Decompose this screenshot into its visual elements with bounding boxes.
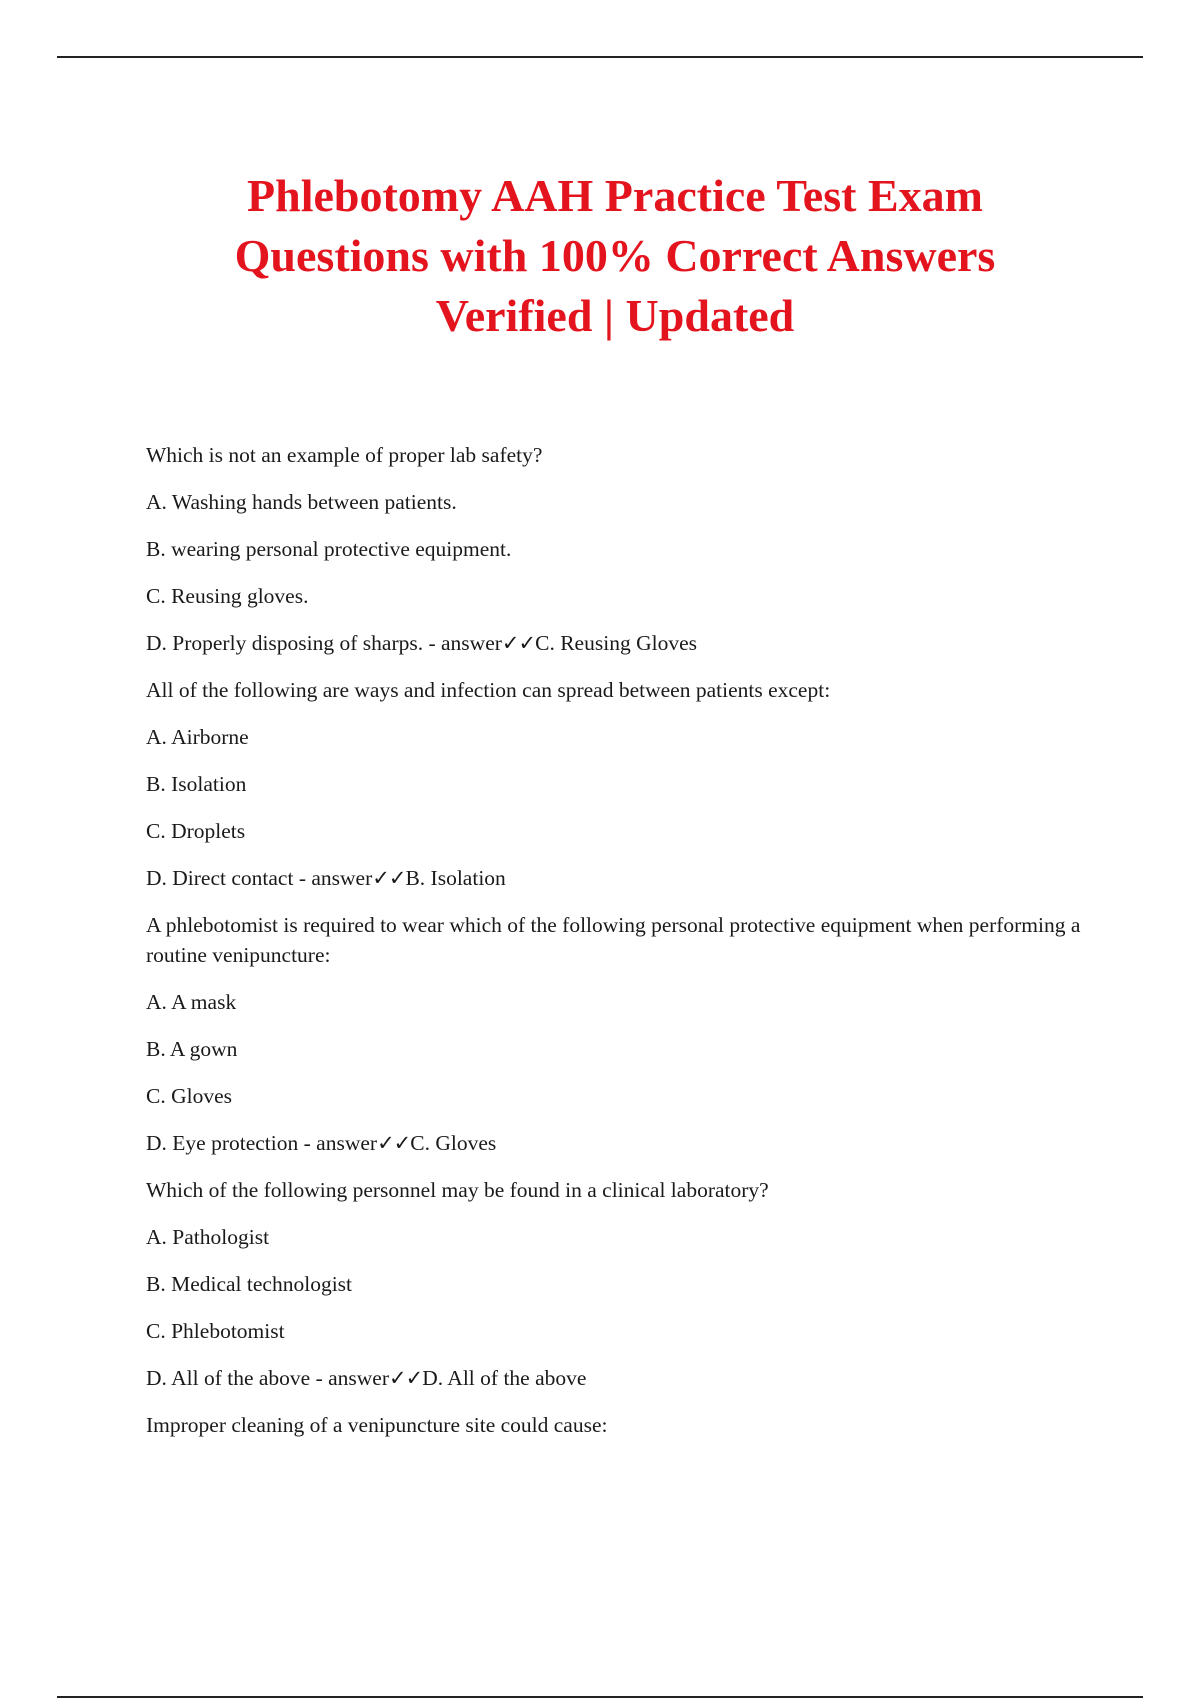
question-list: [146, 440, 1086, 1457]
answer-option: B. A gown: [146, 1037, 238, 1061]
answer-option: B. wearing personal protective equipment.: [146, 537, 512, 561]
question-prompt: Which is not an example of proper lab safety?: [146, 443, 543, 467]
answer-option: A. Washing hands between patients.: [146, 490, 457, 514]
answer-marker: - answer: [428, 631, 502, 655]
answer-option-with-key: [146, 863, 1086, 910]
correct-answer: B. Isolation: [405, 866, 506, 890]
document-title: [120, 166, 1110, 346]
title-line-3: Verified | Updated: [435, 290, 795, 341]
answer-option-with-key: [146, 1128, 1086, 1175]
answer-option: D. Eye protection: [146, 1131, 299, 1155]
check-icon: ✓✓: [372, 866, 406, 890]
question-prompt: Improper cleaning of a venipuncture site could cause:: [146, 1413, 608, 1437]
answer-marker: - answer: [298, 866, 373, 890]
answer-option: C. Gloves: [146, 1084, 232, 1108]
check-icon: ✓✓: [377, 1131, 411, 1155]
answer-option-with-key: [146, 628, 1086, 675]
answer-option: C. Reusing gloves.: [146, 584, 309, 608]
answer-option: B. Medical technologist: [146, 1272, 353, 1296]
correct-answer: C. Reusing Gloves: [535, 631, 697, 655]
answer-option-with-key: [146, 1363, 1086, 1410]
answer-option: D. Direct contact: [146, 866, 294, 890]
answer-option: B. Isolation: [146, 772, 247, 796]
answer-option: A. A mask: [146, 990, 237, 1014]
question-prompt: All of the following are ways and infection can spread between patients except:: [146, 678, 831, 702]
answer-marker: - answer: [303, 1131, 378, 1155]
answer-option: D. Properly disposing of sharps.: [146, 631, 424, 655]
answer-option: C. Droplets: [146, 819, 246, 843]
answer-option: A. Airborne: [146, 725, 249, 749]
answer-option: C. Phlebotomist: [146, 1319, 285, 1343]
question-prompt: Which of the following personnel may be found in a clinical laboratory?: [146, 1178, 769, 1202]
correct-answer: D. All of the above: [422, 1366, 587, 1390]
footer-rule: [57, 1696, 1143, 1698]
answer-marker: - answer: [315, 1366, 390, 1390]
question-prompt: A phlebotomist is required to wear which of the following personal protective equipment when performing a routine venipuncture:: [146, 913, 1081, 967]
title-line-1: Phlebotomy AAH Practice Test Exam: [247, 170, 983, 221]
check-icon: ✓✓: [501, 631, 536, 655]
correct-answer: C. Gloves: [410, 1131, 497, 1155]
answer-option: D. All of the above: [146, 1366, 311, 1390]
header-rule: [57, 56, 1143, 58]
answer-option: A. Pathologist: [146, 1225, 270, 1249]
title-line-2: Questions with 100% Correct Answers: [234, 230, 996, 281]
check-icon: ✓✓: [389, 1366, 423, 1390]
